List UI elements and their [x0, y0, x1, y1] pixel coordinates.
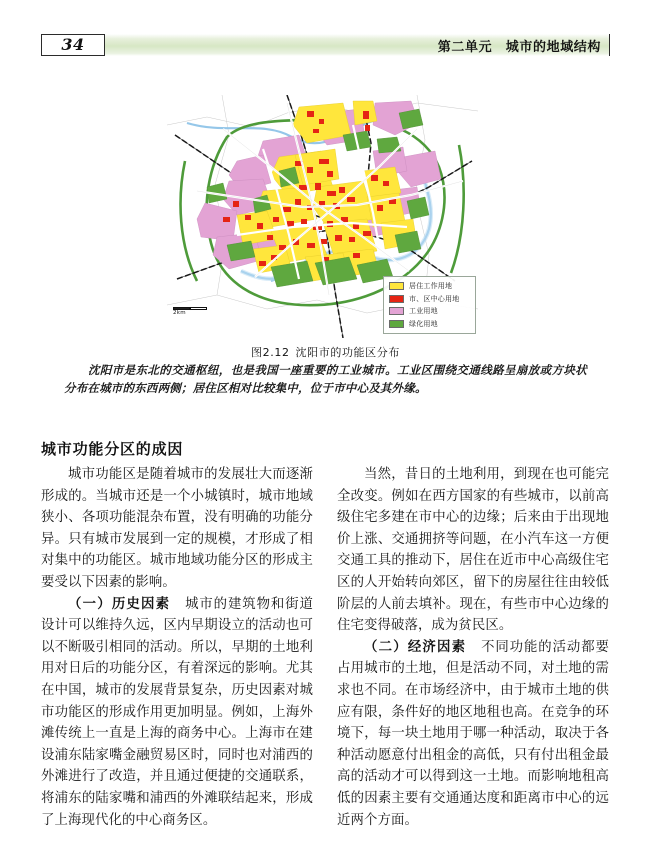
- legend-item: [389, 281, 471, 292]
- unit-title: 第二单元 城市的地域结构: [437, 39, 601, 55]
- paragraph: [337, 637, 609, 831]
- subsection-label-history: （一）历史因素: [68, 596, 171, 612]
- subsection-label-economic: （二）经济因素: [364, 639, 467, 655]
- figure-title: 沈阳市的功能区分布: [295, 346, 400, 359]
- paragraph: [337, 464, 609, 637]
- legend-swatch-green: [389, 320, 404, 328]
- legend-label: 居住工作用地: [409, 282, 453, 290]
- page-header: [41, 34, 610, 56]
- figure-map-shenyang: [167, 95, 478, 338]
- section-heading: 城市功能分区的成因: [41, 440, 184, 458]
- map-scale-bar: [173, 303, 207, 317]
- figure-caption: [41, 344, 610, 360]
- page-number: 34: [61, 34, 85, 54]
- figure-number: 图2.12: [251, 346, 290, 359]
- figure-note: 沈阳市是东北的交通枢纽，也是我国一座重要的工业城市。工业区围绕交通线路呈扇放或方块状分布在城市的东西两侧；居住区相对比较集中，位于市中心及其外缘。: [64, 363, 587, 395]
- paragraph-text: 城市的建筑物和街道设计可以维持久远，区内早期设立的活动也可以不断吸引相同的活动。所以，早期的土地利用对日后的功能分区，有着深远的影响。尤其在中国，城市的发展背景复杂，历史因素对城市功能区的形成作用更加明显。例如，上海外滩传统上一直是上海的商务中心。上海市在建设浦东陆家嘴金融贸易区时，同时也对浦西的外滩进行了改造，并且通过便捷的交通联系，将浦东的陆家嘴和浦西的外滩联结起来，形成了上海现代化的中心商务区。: [41, 596, 313, 828]
- page-number-box: [41, 34, 105, 56]
- body-columns: [41, 464, 610, 831]
- scale-end-label: 2km: [173, 310, 186, 316]
- legend-swatch-residential: [389, 282, 404, 290]
- paragraph-text: 不同功能的活动都要占用城市的土地，但是活动不同，对土地的需求也不同。在市场经济中，由于城市土地的供应有限，条件好的地区地租也高。在竞争的环境下，每一块土地用于哪一种活动，取决于各种活动愿意付出租金的高低，只有付出租金最高的活动才可以得到这一土地。而影响地租高低的因素主要有交通通达度和距离市中心的远近两个方面。: [337, 639, 609, 828]
- legend-swatch-center: [389, 295, 404, 303]
- map-legend: [383, 276, 476, 335]
- scale-bar-segments: [173, 303, 207, 310]
- legend-item: [389, 293, 471, 304]
- legend-label: 工业用地: [409, 307, 438, 315]
- legend-label: 绿化用地: [409, 319, 438, 328]
- legend-item: [389, 318, 471, 329]
- paragraph: [41, 594, 313, 832]
- paragraph-text: 城市功能区是随着城市的发展壮大而逐渐形成的。当城市还是一个小城镇时，城市地域狭小、各项功能混杂布置，没有明确的功能分异。只有城市发展到一定的规模，才形成了相对集中的功能区。城市地域功能分区的形成主要受以下因素的影响。: [41, 467, 313, 590]
- scale-segment: [190, 307, 207, 310]
- left-column: [41, 464, 313, 831]
- paragraph-text: 当然，昔日的土地利用，到现在也可能完全改变。例如在西方国家的有些城市，以前高级住宅多建在市中心的边缘；后来由于出现地价上涨、交通拥挤等问题，在小汽车这一方便交通工具的推动下，居住在近市中心高级住宅区的人开始转向郊区，留下的房屋往往由较低阶层的人前去填补。现在，有些市中心边缘的住宅变得破落，成为贫民区。: [337, 467, 609, 634]
- header-band: [105, 34, 610, 56]
- legend-swatch-industrial: [389, 307, 404, 315]
- legend-label: 市、区中心用地: [409, 294, 460, 303]
- legend-item: [389, 306, 471, 317]
- right-column: [337, 464, 609, 831]
- paragraph: [41, 464, 313, 594]
